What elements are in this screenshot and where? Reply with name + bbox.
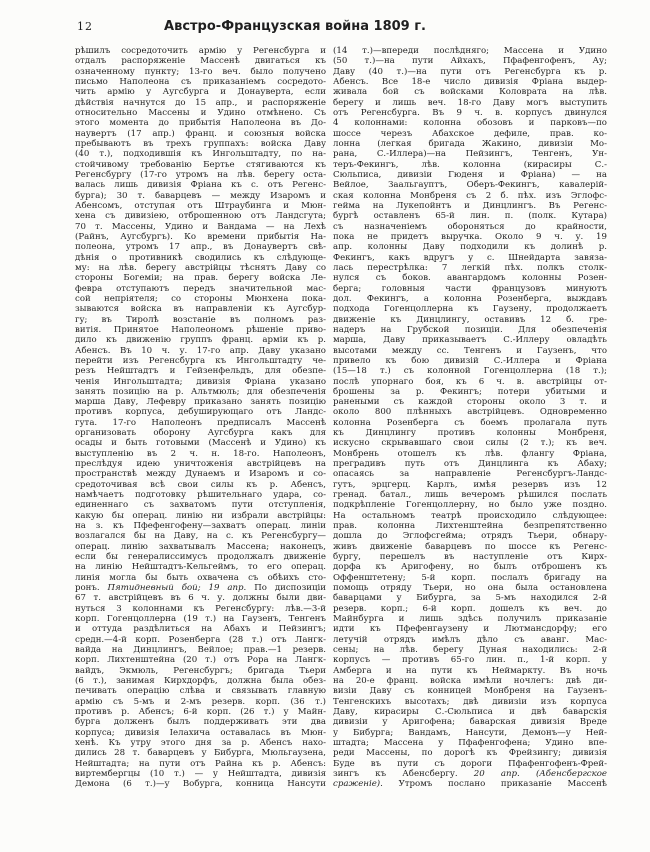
text-line: (50 т.)—на пути Айхахъ, Пфафенгофенъ, Ау; xyxy=(333,56,607,67)
text-line: Тенгенскихъ высотахъ; двѣ дивизіи изъ корпуса xyxy=(333,696,607,707)
text-line: выступленію въ 2 ч. н. 18-го. Наполеонъ, xyxy=(75,448,326,459)
text-line: живала бой съ войсками Коловрата на лѣв. xyxy=(333,87,607,98)
text-line: пребываютъ въ трехъ группахъ: войска Даву xyxy=(75,138,326,149)
text-line: у Бибурга; Вандамъ, Нансути, Демонъ—у Ней- xyxy=(333,727,607,738)
text-line: февра отступаютъ передъ значительной мас- xyxy=(75,283,326,294)
text-line: преградивъ путь отъ Динцлинга къ Абаху; xyxy=(333,459,607,470)
text-line: Оффенштетену; 5-й корп. послалъ бригаду на xyxy=(333,572,607,583)
text-line: единеннаго съ захватомъ пути отступленія, xyxy=(75,500,326,511)
text-line: дило къ движенію группъ франц. арміи къ р. xyxy=(75,335,326,346)
text-line: зингъ къ Абенсбергу. 20 апр. (Абенсбергское xyxy=(333,768,607,779)
text-line: Нейштадта; на пути отъ Райна къ р. Абенсъ: xyxy=(75,758,326,769)
text-line: (40 т.), подходившія къ Ингольштадту, по на- xyxy=(75,149,326,160)
text-line: Майнбурга и лишь здѣсь получилъ приказаніе xyxy=(333,614,607,625)
text-line: занять позицію на р. Альтмюль; для обезпеченія xyxy=(75,386,326,397)
text-line: витія. Принятое Наполеономъ рѣшеніе приво- xyxy=(75,324,326,335)
text-line: отдалъ распоряженіе Массенѣ двигаться къ xyxy=(75,56,326,67)
text-line: Амберга и на пути къ Неймаркту. Въ ночь xyxy=(333,665,607,676)
text-line: Буде въ пути съ дороги Пфафенгофенъ-Фрей- xyxy=(333,758,607,769)
text-line: Вейлое, Заальгауптъ, Оберъ-Фекингъ, кавалерій- xyxy=(333,180,607,191)
text-line: апр. колонны Даву подходили къ долинѣ р. xyxy=(333,242,607,253)
text-line: вайдъ, Экмюль, Регенсбургъ; бригада Тьери xyxy=(75,665,326,676)
text-line: визіи Даву съ конницей Монбреня на Гаузенъ- xyxy=(333,686,607,697)
text-line: армію съ 5-мъ и 2-мъ резерв. корп. (36 т.) xyxy=(75,696,326,707)
text-line: дол. Фекингъ, а колонна Розенберга, выждавъ xyxy=(333,293,607,304)
text-line: и оттуда раздѣлиться на Абахъ и Пейзингъ; xyxy=(75,624,326,635)
text-line: помощь отряду Тьери, но она была остановлена xyxy=(333,583,607,594)
text-line: брошены за р. Фекингъ; потери убитыми и xyxy=(333,386,607,397)
text-line: ронъ. Пятидневный бой; 19 апр. По диспозиціи xyxy=(75,583,326,594)
text-line: нуться 3 колоннами къ Регенсбургу: лѣв.—3-й xyxy=(75,603,326,614)
text-line: корпусъ — противъ 65-го лин. п., 1-й корп. у xyxy=(333,655,607,666)
text-line: если бы генералиссимусъ продолжалъ движеніе xyxy=(75,552,326,563)
text-line: Фекингъ, какъ вдругъ у с. Шнейдарта завяза- xyxy=(333,252,607,263)
text-line: сраженіе). Утромъ послано приказаніе Массенѣ xyxy=(333,779,607,790)
text-line: шоссе черезъ Абахское дефиле, прав. ко- xyxy=(333,128,607,139)
text-line: вайда на Динцлингъ, Вейлое; прав.—1 резерв. xyxy=(75,645,326,656)
text-line: какую бы операц. линію ни избрали австрійцы: xyxy=(75,510,326,521)
text-line: Абенсъ. Въ 10 ч. у. 17-го апр. Даву указано xyxy=(75,345,326,356)
text-line: привело къ бою дивизій С.-Иллера и Фріана xyxy=(333,355,607,366)
text-line: организовать оборону Аугсбурга какъ для xyxy=(75,428,326,439)
text-line: означенному пункту; 13-го веч. было получено xyxy=(75,66,326,77)
text-line: му: на лѣв. берегу австрійцы тѣснятъ Даву со xyxy=(75,262,326,273)
text-line: съ назначеніемъ обороняться до крайности, xyxy=(333,221,607,232)
text-line: подхода Гогенцоллерна къ Гаузену, продолжаетъ xyxy=(333,304,607,315)
text-line: послѣ упорнаго боя, къ 6 ч. в. австрійцы от- xyxy=(333,376,607,387)
text-line: дѣнія о противникѣ сводились къ слѣдующе- xyxy=(75,252,326,263)
text-line: резъ Нейштадтъ и Гейзенфельдъ, для обезпе- xyxy=(75,366,326,377)
text-line: Сюльписа, дивизіи Гюденя и Фріана) — на xyxy=(333,169,607,180)
text-line: 70 т. Массены, Удино и Вандама — на Лехѣ xyxy=(75,221,326,232)
text-line: прав. колонна Лихтенштейна безпрепятственно xyxy=(333,521,607,532)
text-line: рѣшилъ сосредоточить армію у Регенсбурга и xyxy=(75,46,326,56)
text-line: штадта; Массена у Пфафенгофена; Удино впе- xyxy=(333,737,607,748)
text-line: марша, Даву приказываетъ С.-Иллеру овладѣть xyxy=(333,335,607,346)
text-line: дошла до Эглофсгейма; отрядъ Тьери, обнару- xyxy=(333,531,607,542)
text-line: этого момента до прибытія Наполеона въ До- xyxy=(75,118,326,129)
text-line: возлагался бы на Даву, на с. къ Регенсбургу— xyxy=(75,531,326,542)
text-line: хена съ дивизіею, отброшенною отъ Ландсгута; xyxy=(75,211,326,222)
text-line: надеръ на Грубской позиціи. Для обезпеченія xyxy=(333,324,607,335)
text-line: пока не придетъ выручка. Около 9 ч. у. 19 xyxy=(333,231,607,242)
text-line: Даву, кирасиры С.-Сюльписа и двѣ баварскія xyxy=(333,707,607,717)
text-line: идти къ Пфефенгаузену и Лютмансдорфу; его xyxy=(333,624,607,635)
text-column-left xyxy=(75,46,326,790)
text-line: бургѣ оставленъ 65-й лин. п. (полк. Кутара) xyxy=(333,211,607,222)
text-line: средоточивая всѣ свои силы къ р. Абенсъ, xyxy=(75,479,326,490)
text-line: резерв. корп.; 6-й корп. дошелъ къ веч. до xyxy=(333,603,607,614)
page-header-title: Австро-Французская война 1809 г. xyxy=(164,19,426,34)
text-line: (14 т.)—впереди послѣдняго; Массена и Удино xyxy=(333,46,607,56)
text-line: Абенсъ. Все 18-е число дивизія Фріана выдер- xyxy=(333,76,607,87)
text-line: гута. 17-го Наполеонъ предписалъ Массенѣ xyxy=(75,417,326,428)
text-line: перейти изъ Регенсбурга къ Ингольштадту че- xyxy=(75,355,326,366)
text-line: (15—18 т.) съ колонной Гогенцоллерна (18 т.); xyxy=(333,366,607,377)
text-line: Даву (40 т.)—на пути отъ Регенсбурга къ р. xyxy=(333,66,607,77)
text-line: бургу, перешелъ въ наступленіе отъ Кирх- xyxy=(333,552,607,563)
text-line: подкрѣпленіе Гогенцоллерну, но было уже поздно. xyxy=(333,500,607,511)
text-line: корпуса; дивизія Іелахича оставалась въ Мюн- xyxy=(75,727,326,738)
text-line: Монбрень отошелъ къ лѣв. флангу Фріана, xyxy=(333,448,607,459)
text-line: живъ движеніе баварцевъ по шоссе къ Регенс- xyxy=(333,541,607,552)
text-line: высотами между сс. Тенгенъ и Гаузенъ, что xyxy=(333,345,607,356)
text-line: чить армію у Аугсбурга и Донауверта, если xyxy=(75,87,326,98)
text-line: Демона (6 т.)—у Вобурга, конница Нансути xyxy=(75,779,326,790)
text-line: дорфа къ Аригофену, но былъ отброшенъ къ xyxy=(333,562,607,573)
text-line: зываются войска въ направленіи къ Аугсбур- xyxy=(75,304,326,315)
text-line: противъ корпуса, дебуширующаго отъ Ландс- xyxy=(75,407,326,418)
text-line: противъ р. Абенсъ; 6-й корп. (26 т.) у Майн- xyxy=(75,707,326,717)
text-line: на з. къ Пфефенгофену—захватъ операц. линіи xyxy=(75,521,326,532)
page-number: 12 xyxy=(77,20,93,33)
text-line: средн.—4-й корп. Розенберга (28 т.) отъ Лангк- xyxy=(75,634,326,645)
text-line: стойчивому требованію Бертье стягиваются къ xyxy=(75,159,326,170)
text-line: письмо Наполеона съ приказаніемъ сосредото- xyxy=(75,76,326,87)
text-line: наувертъ (17 апр.) франц. и союзныя войска xyxy=(75,128,326,139)
text-line: баварцами у Бибурга, за 5-мъ находился 2-й xyxy=(333,593,607,604)
text-line: гейма на Лукепойнтъ и Динцлингъ. Въ Регенс- xyxy=(333,200,607,211)
text-line: (6 т.), занимая Кирхдорфъ, должна была обез- xyxy=(75,676,326,687)
text-line: валась лишь дивизія Фріана къ с. отъ Регенс- xyxy=(75,180,326,191)
text-line: преслѣдуя идею уничтоженія австрійцевъ на xyxy=(75,459,326,470)
text-line: реди Массены, по дорогѣ къ Фрейзингу; дивизія xyxy=(333,748,607,759)
text-line: ченія Ингольштадта; дивизія Фріана указано xyxy=(75,376,326,387)
text-line: 67 т. австрійцевъ въ 6 ч. у. должны были дви- xyxy=(75,593,326,604)
text-line: на 20-е франц. войска имѣли ночлегъ: двѣ ди- xyxy=(333,676,607,687)
text-line: лась перестрѣлка: 7 легкій пѣх. полкъ столк- xyxy=(333,262,607,273)
text-line: искусно скрывавшаго свои силы (2 т.); къ веч. xyxy=(333,438,607,449)
text-line: сой непріятеля; со стороны Мюнхена пока- xyxy=(75,293,326,304)
text-line: печивать операцію слѣва и связывать главную xyxy=(75,686,326,697)
text-line: сены; на лѣв. берегу Дуная находились: 2-й xyxy=(333,645,607,656)
text-line: гу; въ Тиролѣ возстаніе въ полномъ раз- xyxy=(75,314,326,325)
text-line: берга; головныя части французовъ минуютъ xyxy=(333,283,607,294)
text-line: операц. линію захватывалъ Массена; наконецъ, xyxy=(75,541,326,552)
text-line: (Райнъ, Аугсбургъ). Ко времени прибытія На- xyxy=(75,231,326,242)
text-line: около 800 плѣнныхъ австрійцевъ. Одновременно xyxy=(333,407,607,418)
text-line: корп. Гогенцоллерна (19 т.) на Гаузенъ, Тенгенъ xyxy=(75,614,326,625)
text-line: ская колонна Монбреня съ 2 б. пѣх. изъ Эглофс- xyxy=(333,190,607,201)
text-line: гутъ, эрцгерц. Карлъ, имѣя резервъ изъ 12 xyxy=(333,479,607,490)
text-line: На остальномъ театрѣ происходило слѣдующее: xyxy=(333,510,607,521)
text-line: осады и быть готовыми (Массенѣ и Удино) къ xyxy=(75,438,326,449)
text-line: опасаясь за направленіе Регенсбургъ-Ландс- xyxy=(333,469,607,480)
text-line: виртембергцы (10 т.) — у Нейштадта, дивизія xyxy=(75,768,326,779)
text-line: дились 28 т. баварцевъ у Бибурга, Мюльгаузена, xyxy=(75,748,326,759)
text-line: на линію Нейштадтъ-Кельгеймъ, то его операц. xyxy=(75,562,326,573)
text-line: летучій отрядъ имѣлъ дѣло съ аванг. Мас- xyxy=(333,634,607,645)
text-line: ранеными съ каждой стороны около 3 т. и xyxy=(333,397,607,408)
text-line: бурга); 30 т. баварцевъ — между Изаромъ и xyxy=(75,190,326,201)
text-line: бурга долженъ былъ поддерживать эти два xyxy=(75,717,326,728)
text-line: отъ Регенсбурга. Въ 9 ч. в. корпусъ двинулся xyxy=(333,107,607,118)
text-line: рана, С.-Иллера)—на Пейзингъ, Тенгенъ, Ун- xyxy=(333,149,607,160)
text-line: Абенсомъ, отступая отъ Штраубинга и Мюн- xyxy=(75,200,326,211)
text-line: дѣйствія начнутся до 15 апр., и распоряженіе xyxy=(75,97,326,108)
text-line: теръ-Фекингъ, лѣв. колонна (кирасиры С.- xyxy=(333,159,607,170)
text-line: марша Даву, Лефевру приказано занять позицію xyxy=(75,397,326,408)
text-line: къ Динцлингу противъ колонны Монбреня, xyxy=(333,428,607,439)
text-line: намѣчаетъ подготовку рѣшительнаго удара, со- xyxy=(75,490,326,501)
text-line: корп. Лихтенштейна (20 т.) отъ Рора на Лангк- xyxy=(75,655,326,666)
text-column-right xyxy=(333,46,607,790)
text-line: пространствѣ между Дунаемъ и Изаромъ и со- xyxy=(75,469,326,480)
text-line: нулся съ боков. авангардомъ колонны Розен- xyxy=(333,273,607,284)
text-line: стороны Богеміи; на прав. берегу войска Ле- xyxy=(75,273,326,284)
text-line: колонна Розенберга съ боемъ пролагала путь xyxy=(333,417,607,428)
text-line: хенѣ. Къ утру этого дня за р. Абенсъ нахо- xyxy=(75,737,326,748)
text-line: гренад. батал., лишь вечеромъ рѣшился послать xyxy=(333,490,607,501)
text-line: 4 колоннами: колонна обозовъ и парковъ—по xyxy=(333,118,607,129)
text-line: дивизіи у Аригофена; баварская дивизія Вреде xyxy=(333,717,607,728)
text-line: берегу и лишь веч. 18-го Даву могъ выступить xyxy=(333,97,607,108)
text-line: полеона, утромъ 17 апр., въ Донаувертъ свѣ- xyxy=(75,242,326,253)
text-line: движеніе къ Динцлингу, оставивъ 12 б. гре- xyxy=(333,314,607,325)
text-line: лонна (легкая бригада Жакино, дивизіи Мо- xyxy=(333,138,607,149)
text-line: Регенсбургу (17-го утромъ на лѣв. берегу оста- xyxy=(75,169,326,180)
text-line: линія могла бы быть охвачена съ обѣихъ сто- xyxy=(75,572,326,583)
text-line: относительно Массены и Удино отмѣнено. Съ xyxy=(75,107,326,118)
